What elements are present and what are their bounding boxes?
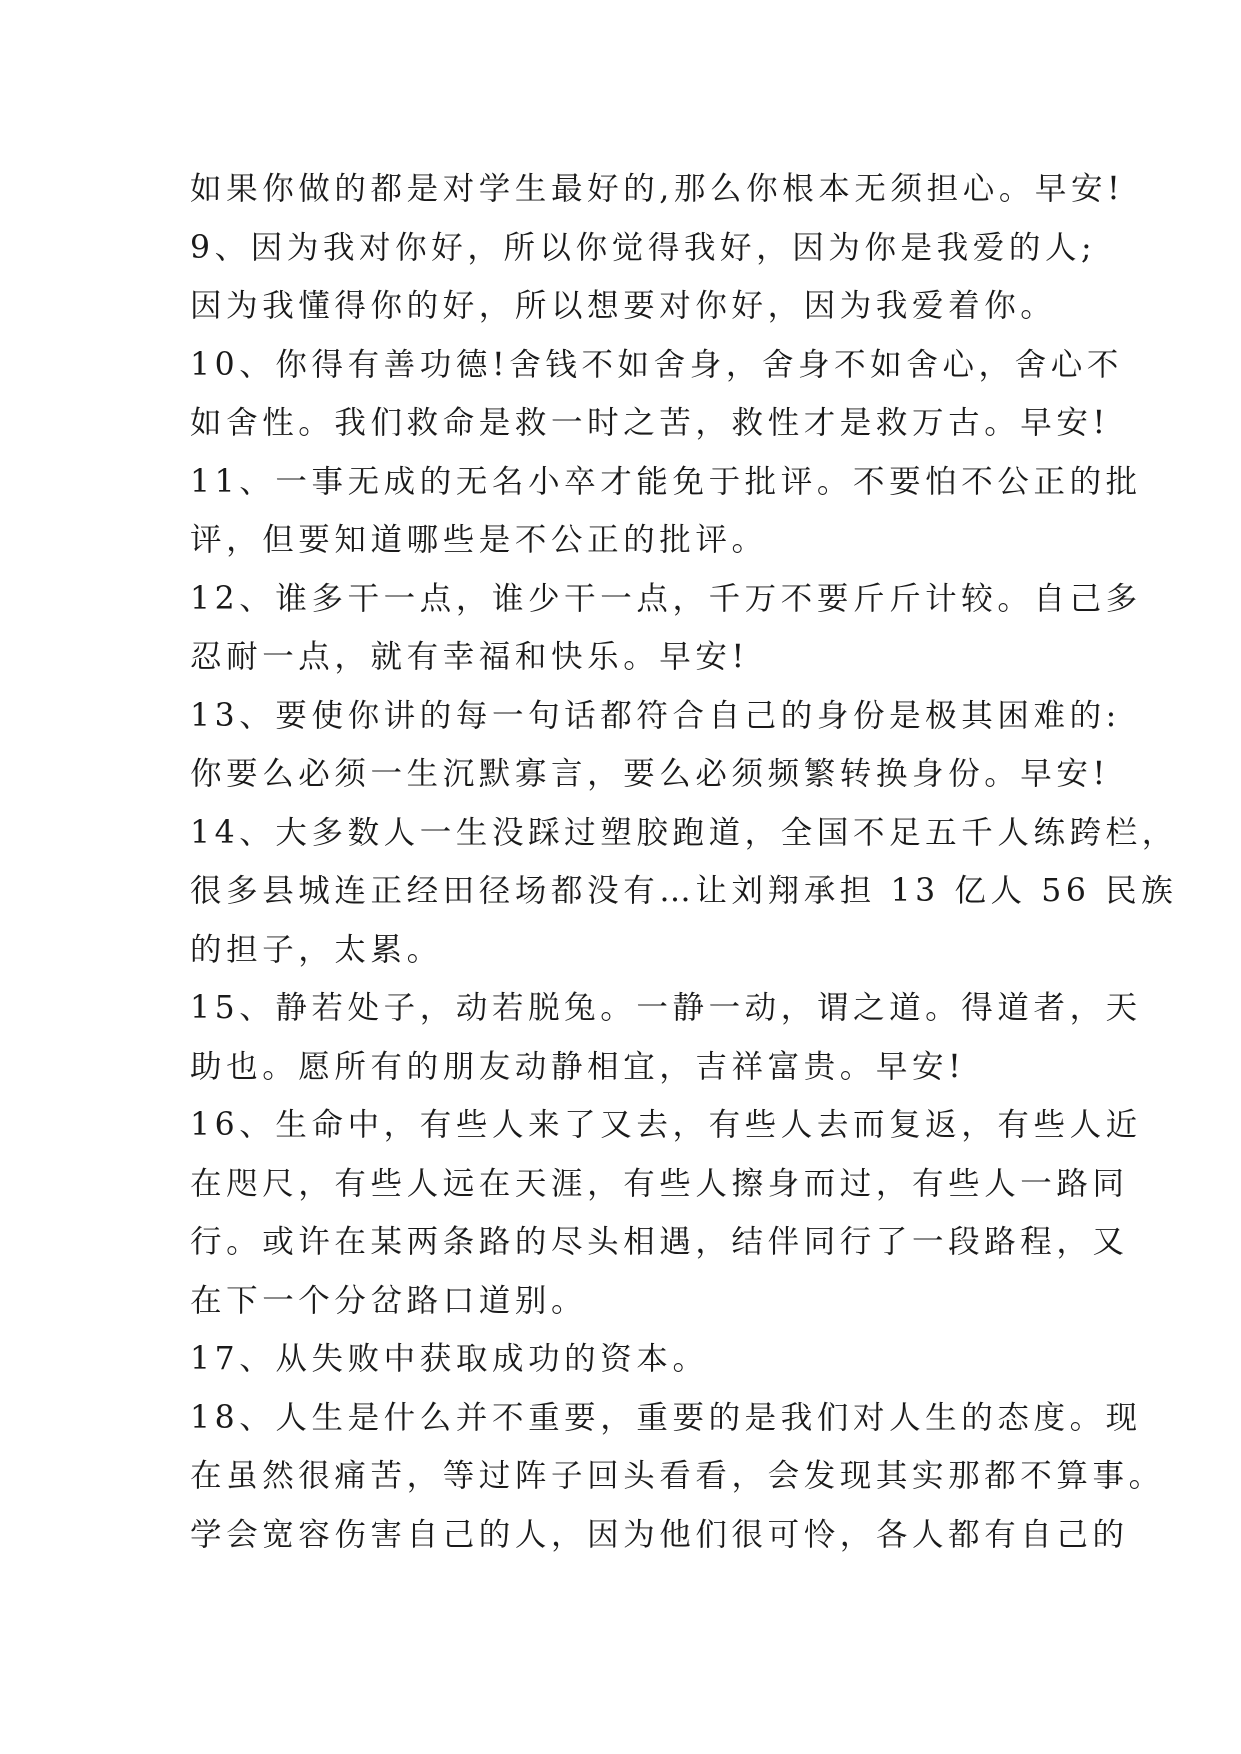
text-line-9: 忍耐一点，就有幸福和快乐。早安!	[190, 639, 749, 675]
text-line-15: 15、静若处子，动若脱兔。一静一动，谓之道。得道者，天	[190, 990, 1142, 1026]
text-line-14: 的担子，太累。	[190, 931, 443, 968]
text-line-22: 18、人生是什么并不重要，重要的是我们对人生的态度。现	[190, 1399, 1142, 1436]
text-line-21: 17、从失败中获取成功的资本。	[190, 1341, 709, 1377]
text-line-1: 如果你做的都是对学生最好的,那么你根本无须担心。早安!	[190, 171, 1125, 207]
text-line-8: 12、谁多干一点，谁少干一点，千万不要斤斤计较。自己多	[190, 580, 1142, 617]
text-line-10: 13、要使你讲的每一句话都符合自己的身份是极其困难的:	[190, 697, 1121, 734]
text-line-24: 学会宽容伤害自己的人，因为他们很可怜，各人都有自己的	[190, 1516, 1129, 1553]
text-line-3: 因为我懂得你的好，所以想要对你好，因为我爱着你。	[190, 288, 1057, 324]
text-line-16: 助也。愿所有的朋友动静相宜，吉祥富贵。早安!	[190, 1048, 966, 1085]
text-line-18: 在咫尺，有些人远在天涯，有些人擦身而过，有些人一路同	[190, 1165, 1129, 1202]
body-text	[190, 160, 1178, 1564]
text-line-6: 11、一事无成的无名小卒才能免于批评。不要怕不公正的批	[190, 463, 1142, 500]
text-line-7: 评，但要知道哪些是不公正的批评。	[190, 522, 768, 558]
text-line-5: 如舍性。我们救命是救一时之苦，救性才是救万古。早安!	[190, 405, 1110, 441]
text-line-2: 9、因为我对你好，所以你觉得我好，因为你是我爱的人;	[190, 229, 1097, 266]
text-line-12: 14、大多数人一生没踩过塑胶跑道，全国不足五千人练跨栏，	[190, 814, 1178, 851]
text-line-4: 10、你得有善功德!舍钱不如舍身，舍身不如舍心，舍心不	[190, 346, 1123, 383]
text-line-23: 在虽然很痛苦，等过阵子回头看看，会发现其实那都不算事。	[190, 1458, 1165, 1494]
text-line-20: 在下一个分岔路口道别。	[190, 1282, 588, 1319]
text-line-11: 你要么必须一生沉默寡言，要么必须频繁转换身份。早安!	[190, 756, 1110, 792]
text-line-19: 行。或许在某两条路的尽头相遇，结伴同行了一段路程，又	[190, 1224, 1129, 1260]
text-line-13: 很多县城连正经田径场都没有…让刘翔承担 13 亿人 56 民族	[190, 873, 1178, 909]
text-line-17: 16、生命中，有些人来了又去，有些人去而复返，有些人近	[190, 1107, 1142, 1143]
